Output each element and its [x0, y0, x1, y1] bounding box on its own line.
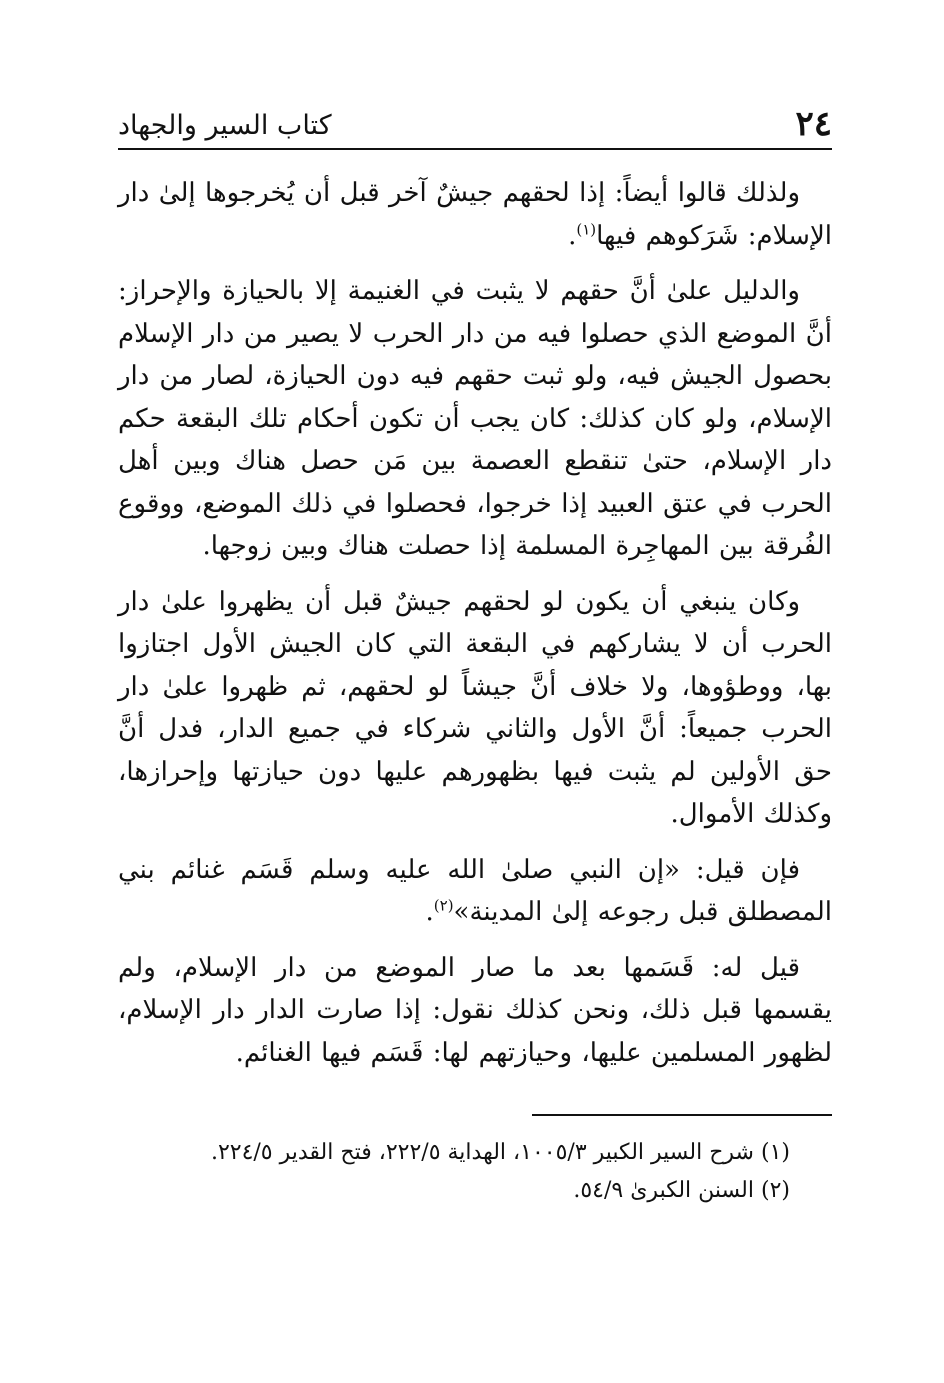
footnote-ref-1: (١) [576, 219, 597, 238]
paragraph-4-end: . [425, 897, 434, 927]
footnote-divider [532, 1114, 832, 1116]
paragraph-1 [118, 172, 832, 257]
footnote-2: (٢) السنن الكبرىٰ ٥٤/٩. [573, 1178, 790, 1203]
page-number: ٢٤ [795, 104, 832, 144]
paragraph-2: والدليل علىٰ أنَّ حقهم لا يثبت في الغنيمة إلا بالحيازة والإحراز: أنَّ الموضع الذي حصلوا فيه من دار الحرب لا يصير من دار الإسلام بحصول الجيش فيه، ولو ثبت حقهم فيه دون الحيازة، لصار من دار الإسلام، ولو كان كذلك: كان يجب أن تكون أحكام تلك البقعة حكم دار الإسلام، حتىٰ تنقطع العصمة بين مَن حصل هناك وبين أهل الحرب في عتق العبيد إذا خرجوا، فحصلوا في ذلك الموضع، ووقوع الفُرقة بين المهاجِرة المسلمة إذا حصلت هناك وبين زوجها. [118, 276, 832, 561]
main-text [118, 172, 832, 1074]
paragraph-1-text: ولذلك قالوا أيضاً: إذا لحقهم جيشٌ آخر قبل أن يُخرجوها إلىٰ دار الإسلام: شَرَكوهم فيها [118, 178, 832, 251]
paragraph-1-end: . [568, 220, 577, 251]
paragraph-4 [118, 849, 832, 934]
paragraph-3: وكان ينبغي أن يكون لو لحقهم جيشٌ قبل أن يظهروا علىٰ دار الحرب أن لا يشاركهم في البقعة التي كان الجيش الأول اجتازوا بها، ووطؤوها، ولا خلاف أنَّ جيشاً لو لحقهم، ثم ظهروا علىٰ دار الحرب جميعاً: أنَّ الأول والثاني شركاء في جميع الدار، فدل أنَّ حق الأولين لم يثبت فيها بظهورهم عليها دون حيازتها وإحرازها، وكذلك الأموال. [118, 586, 833, 829]
footnote-1: (١) شرح السير الكبير ١٠٠٥/٣، الهداية ٢٢٢/٥، فتح القدير ٢٢٤/٥. [210, 1140, 790, 1165]
footnote-ref-2: (٢) [433, 896, 454, 915]
running-header [118, 100, 832, 150]
footnotes [118, 1134, 832, 1210]
book-page [118, 100, 832, 1260]
book-title: كتاب السير والجهاد [118, 110, 332, 141]
paragraph-4-text: فإن قيل: «إن النبي صلىٰ الله عليه وسلم قَسَم غنائم بني المصطلق قبل رجوعه إلىٰ المدينة» [118, 854, 832, 927]
paragraph-5: قيل له: قَسَمها بعد ما صار الموضع من دار الإسلام، ولم يقسمها قبل ذلك، ونحن كذلك نقول: إذا صارت الدار دار الإسلام، لظهور المسلمين عليها، وحيازتهم لها: قَسَم فيها الغنائم. [118, 952, 832, 1068]
